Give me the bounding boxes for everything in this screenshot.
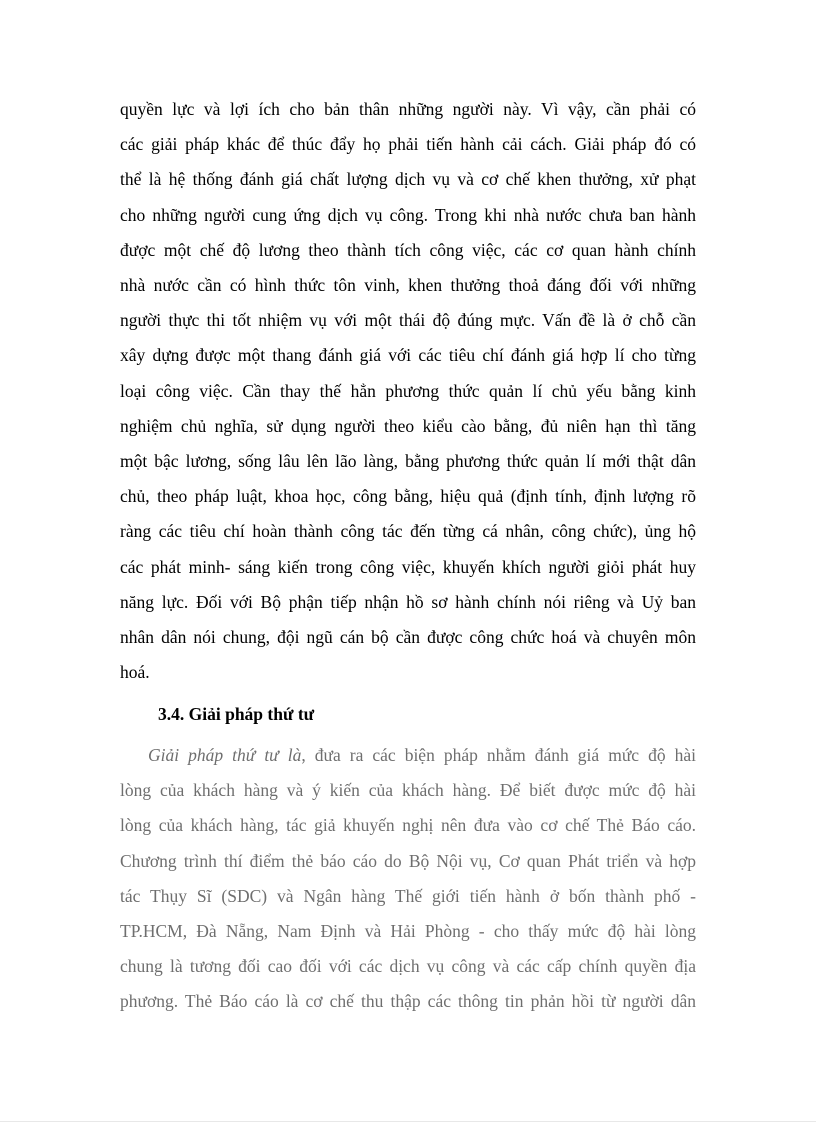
text-line: Chương trình thí điểm thẻ báo cáo do Bộ Nội vụ, Cơ quan Phát triển và hợp: [120, 850, 696, 871]
paragraph-body-2: [120, 738, 696, 1020]
text-line: chung là tương đối cao đối với các dịch vụ công và các cấp chính quyền địa: [120, 956, 696, 977]
page-bottom-edge: [0, 1121, 816, 1122]
text-line: thể là hệ thống đánh giá chất lượng dịch vụ và cơ chế khen thưởng, xử phạt: [120, 169, 696, 190]
text-line: nhân dân nói chung, đội ngũ cán bộ cần được công chức hoá và chuyên môn: [120, 627, 696, 648]
text-line: TP.HCM, Đà Nẵng, Nam Định và Hải Phòng - cho thấy mức độ hài lòng: [120, 921, 696, 942]
text-line: lòng của khách hàng, tác giả khuyến nghị nên đưa vào cơ chế Thẻ Báo cáo.: [120, 815, 696, 836]
text-line: cho những người cung ứng dịch vụ công. Trong khi nhà nước chưa ban hành: [120, 204, 696, 225]
text-line-first: [120, 738, 696, 773]
text-line: một bậc lương, sống lâu lên lão làng, bằng phương thức quản lí mới thật dân: [120, 451, 696, 472]
paragraph-body-1: [120, 92, 696, 690]
text-line: loại công việc. Cần thay thế hẳn phương thức quản lí chủ yếu bằng kinh: [120, 380, 696, 401]
first-line-rest: , đưa ra các biện pháp nhằm đánh giá mức độ hài: [301, 745, 696, 765]
text-line: các giải pháp khác để thúc đẩy họ phải tiến hành cải cách. Giải pháp đó có: [120, 134, 696, 155]
text-line: được một chế độ lương theo thành tích công việc, các cơ quan hành chính: [120, 239, 696, 260]
text-line: năng lực. Đối với Bộ phận tiếp nhận hồ sơ hành chính nói riêng và Uỷ ban: [120, 591, 696, 612]
text-line: lòng của khách hàng và ý kiến của khách hàng. Để biết được mức độ hài: [120, 780, 696, 801]
text-line: hoá.: [120, 662, 150, 683]
text-line: người thực thi tốt nhiệm vụ với một thái độ đúng mực. Vấn đề là ở chỗ cần: [120, 310, 696, 331]
text-line: tác Thụy Sĩ (SDC) và Ngân hàng Thế giới tiến hành ở bốn thành phố -: [120, 885, 696, 906]
text-line: nhà nước cần có hình thức tôn vinh, khen thưởng thoả đáng đối với những: [120, 275, 696, 296]
text-line: phương. Thẻ Báo cáo là cơ chế thu thập các thông tin phản hồi từ người dân: [120, 991, 696, 1012]
section-heading: 3.4. Giải pháp thứ tư: [158, 704, 315, 724]
italic-lead: Giải pháp thứ tư là: [148, 745, 302, 765]
text-line: các phát minh- sáng kiến trong công việc, khuyến khích người giỏi phát huy: [120, 556, 696, 577]
text-line: ràng các tiêu chí hoàn thành công tác đến từng cá nhân, công chức), ủng hộ: [120, 521, 696, 542]
text-line: xây dựng được một thang đánh giá với các tiêu chí đánh giá hợp lí cho từng: [120, 345, 696, 366]
text-line: chủ, theo pháp luật, khoa học, công bằng, hiệu quả (định tính, định lượng rõ: [120, 486, 696, 507]
text-line: nghiệm chủ nghĩa, sử dụng người theo kiểu cào bằng, đủ niên hạn thì tăng: [120, 415, 696, 436]
text-line: quyền lực và lợi ích cho bản thân những người này. Vì vậy, cần phải có: [120, 99, 696, 119]
